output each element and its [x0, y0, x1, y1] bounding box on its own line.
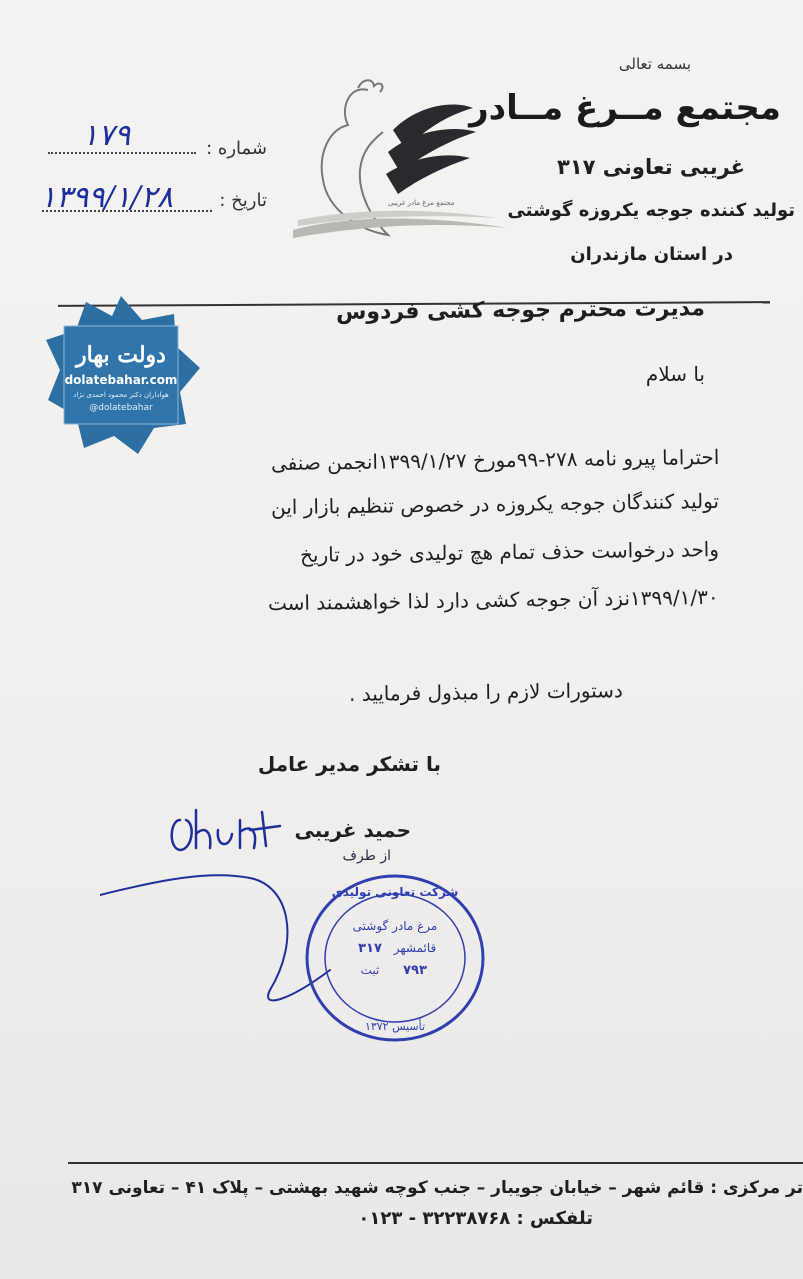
logo-caption: مجتمع مرغ مادر غریبی [388, 199, 455, 207]
body-line: واحد درخواست حذف تمام هچ تولیدی خود در تاریخ [299, 537, 720, 567]
stamp-line: تأسیس ۱۳۷۲ [364, 1020, 426, 1033]
stamp-line: ۳۱۷ [358, 941, 382, 956]
watermark-site: dolatebahar.com [64, 373, 178, 387]
watermark-handle: @dolatebahar [89, 403, 153, 413]
stamp-line: ۷۹۳ [403, 963, 427, 978]
body-line: احتراما پیرو نامه ۲۷۸-۹۹مورخ ۱۳۹۹/۱/۲۷انجمن صنفی [270, 444, 720, 476]
producer-line: تولید کننده جوجه یکروزه گوشتی [507, 200, 795, 221]
company-name: مجتمع مــرغ مــادر [469, 88, 781, 128]
watermark-badge [42, 296, 200, 454]
stamp-line: ثبت [360, 963, 380, 977]
recipient-line: مدیرت محترم جوجه کشی فردوس [335, 296, 706, 325]
number-handwritten: ۱۷۹ [82, 118, 131, 153]
stamp-line: قائمشهر [393, 941, 437, 955]
greeting-line: با سلام [645, 362, 705, 386]
number-label: شماره : [206, 138, 267, 159]
stamp-line: مرغ مادر گوشتی [352, 919, 438, 933]
signer-note: از طرف [342, 848, 391, 864]
signer-name: حمید غریبی [294, 818, 411, 842]
stamp-ring-text: شرکت تعاونی تولیدی [331, 885, 459, 899]
body-line: تولید کنندگان جوجه یکروزه در خصوص تنظیم بازار این [270, 488, 720, 520]
watermark-brand: دولت بهار [76, 342, 166, 368]
footer-telfax: تلفکس : ۳۲۲۳۸۷۶۸ - ۰۱۲۳ [358, 1208, 593, 1229]
footer-address: تر مرکزی : قائم شهر – خیابان جویبار – جنب کوچه شهید بهشتی – پلاک ۴۱ – تعاونی ۳۱۷ [71, 1178, 803, 1198]
cooperative-name: غریبی تعاونی ۳۱۷ [557, 155, 745, 179]
date-handwritten: ۱۳۹۹/۱/۲۸ [40, 180, 174, 215]
footer-divider [68, 1162, 803, 1164]
body-line: ۱۳۹۹/۱/۳۰نزد آن جوجه کشی دارد لذا خواهشمند است [268, 584, 720, 616]
date-label: تاریخ : [219, 190, 267, 211]
bismillah-text: بسمه تعالی [618, 55, 691, 73]
official-stamp [300, 870, 490, 1045]
province-line: در استان مازندران [570, 244, 733, 265]
closing-line: با تشکر مدیر عامل [257, 752, 441, 776]
watermark-tagline: هواداران دکتر محمود احمدی نژاد [73, 391, 169, 399]
body-line: دستورات لازم را مبذول فرمایید . [349, 678, 624, 706]
company-logo [288, 70, 513, 250]
